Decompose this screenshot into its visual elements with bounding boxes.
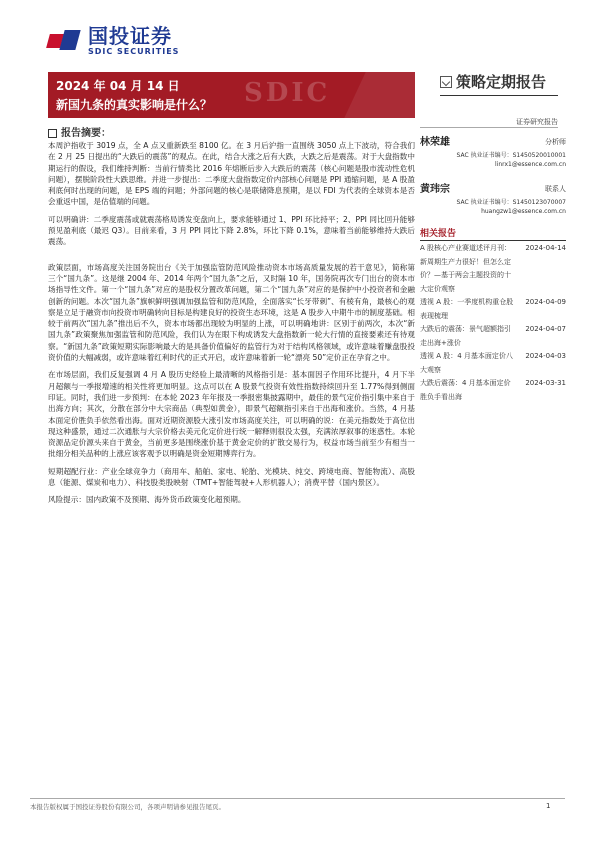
analyst-license: SAC 执业证书编号：S1450520010001 [456,152,566,159]
related-reports [420,242,566,404]
square-icon [48,129,57,138]
analyst-role: 分析师 [545,138,566,146]
related-report-item[interactable]: 透视 A 股：一季度机构重仓股表现梳理 2024-04-09 [420,298,566,320]
report-date: 2024 年 04 月 14 日 [56,79,180,93]
related-report-item[interactable]: A 股核心产业赛道述评月刊：新周期生产力很好！但怎么定价？—基于两会主题投资的十大定价观察 2024-04-14 [420,244,566,293]
related-report-item[interactable]: 大跌后震荡：4 月基本面定价胜负手看出海 2024-03-31 [420,379,566,401]
footer-disclaimer: 本报告版权属于国投证券股份有限公司，各项声明请参见报告尾页。 [30,803,225,811]
logo-en: SDIC SECURITIES [88,47,180,56]
analyst-name: 林荣雄 [420,137,450,148]
analyst-role: 联系人 [545,185,566,193]
paragraph: 政策层面，市场高度关注国务院出台《关于加强监管防范风险推动资本市场高质量发展的若干意见》，简称第三个“国九条”。这是继 2004 年、2014 年两个“国九条”之后，又时隔 10 年，国务院再次专门出台的资本市场指导性文件。第一个“国九条”对应的是股权分置改革问题，第二个“国九条”对应的是保护中小投资者和金融创新的问题。本次“国九条”旗帜鲜明强调加强监管和防范风险，全面落实“长牙带刺”、有棱有角，最核心的观察是立足于融资市向投资市明确转向目标是构建良好的投资生态环境，这是 A 股步入中期牛市的制度基础。相较于前两次“国九条”推出后不久，资本市场都出现较为明显的上涨，可以明确地讲：区别于前两次，本次“新国九条”政策聚焦加强监管和防范风险，我们认为在眼下构成诱发大盘指数新一轮大行情的直接要素还有待观察。“新国九条”政策短期实际影响最大的是具备价值偏好的监管行为对于结构风格领域，或许意味着赚盘股投资价值的大幅减弱，或许意味着红利时代的正式开启，或许意味着新一轮“漂亮 50”定价正在孕育之中。 [48,262,415,363]
analyst-card [420,133,566,168]
title-banner [48,72,415,118]
related-report-item[interactable]: 透视 A 股：4 月基本面定价八大观察 2024-04-03 [420,352,566,374]
analyst-email[interactable]: linrx1@essence.com.cn [495,161,566,168]
analyst-license: SAC 执业证书编号：S1450123070007 [456,199,566,206]
org-label: 证券研究报告 [516,118,558,126]
divider [420,127,558,128]
divider [440,95,558,96]
logo-cn: 国投证券 [88,24,172,48]
paragraph: 风险提示：国内政策不及预期、海外货币政策变化超预期。 [48,495,246,505]
report-title: 新国九条的真实影响是什么？ [56,98,213,112]
logo-mark-icon [48,28,82,54]
related-report-item[interactable]: 大跌后的震荡：景气超额指引走出海+涨价 2024-04-07 [420,325,566,347]
paragraph: 在市场层面，我们反复强调 4 月 A 股历史经验上最清晰的风格指引是：基本面因子作用环比提升，4 月下半月超额与一季报增速的相关性将更加明显。这点可以在 A 股景气投资有效性指数持续回升至 1.77%得到侧面印证。同时，我们进一步预判：在本轮 2023 年年报及一季报密集披露期中，最佳的景气定价指引集中来自于出海方向；其次，分散在部分中大宗商品（典型如黄金），即景气超额指引来自于出海和涨价。当然，4 月基本面定价胜负手依然看出海。面对近期资源股大涨引发市场高度关注，可以明确的说：在美元指数处于高位出现这种盛景，通过二次通胀与大宗价格去美元化定价进行统一解释则很没太强，充满浓厚叙事的迷惑性。本轮资源品定价源头来自于黄金，当前更多是围绕涨价基于黄金定价的扩散交易行为，权益市场当前至少有相当一批细分相关品种的上涨应该客观予以明确是资金短期博弈行为。 [48,370,415,459]
paragraph: 可以明确讲：二季度震荡或就震荡格局诱发变盘向上，要求能够通过 1、PPI 环比持平；2、PPI 同比回升能够预见盈利底（最迟 Q3）。目前来看，3 月 PPI 同比下降 2.8%，环比下降 0.1%，意味着当前能够维持大跌后震荡。 [48,214,415,247]
report-type-label: 策略定期报告 [456,73,547,91]
company-logo [48,25,179,56]
related-heading: 相关报告 [420,229,457,239]
banner-watermark: SDIC [244,78,331,108]
divider [420,240,566,241]
chart-icon [440,76,452,88]
analyst-email[interactable]: huangzw1@essence.com.cn [481,208,566,215]
summary-heading: 报告摘要： [48,124,111,139]
footer-divider [30,798,565,799]
analyst-card [420,180,566,215]
paragraph: 本周沪指收于 3019 点，全 A 点又重新跌至 8100 亿。在 3 月后沪指一直围绕 3050 点上下波动，符合我们在 2 月 25 日提出的“大跌后的震荡”的观点。在此，结合大涨之后有大跌，大跌之后是震荡。对于大盘指数中期运行的假设，我们维持判断：当前行情类比 2016 年熔断后步入大跌后的震荡（核心问题是股市流动性危机问题），摆脱阶段性大跌思维。并进一步提出：二季度大盘指数定价内部核心问题是 PPI 通缩问题，是 A 股盈利底何时出现的问题，是 EPS 端的问题；外部问题的核心是联储降息预期，是以 FDI 为代表的全球资本是否会重返中国，是估值端的问题。 [48,141,415,207]
report-type [440,71,546,92]
paragraph: 短期超配行业：产业全球竞争力（商用车、船舶、家电、轮胎、光模块、纯交、跨境电商、智能物流）、高股息（能源、煤炭和电力）、科技股类股映射（TMT+智能驾驶+人形机器人）；消费平替（国内景区）。 [48,466,415,488]
page-number: 1 [546,802,551,810]
report-body [48,140,415,512]
analyst-name: 黄玮宗 [420,184,450,195]
